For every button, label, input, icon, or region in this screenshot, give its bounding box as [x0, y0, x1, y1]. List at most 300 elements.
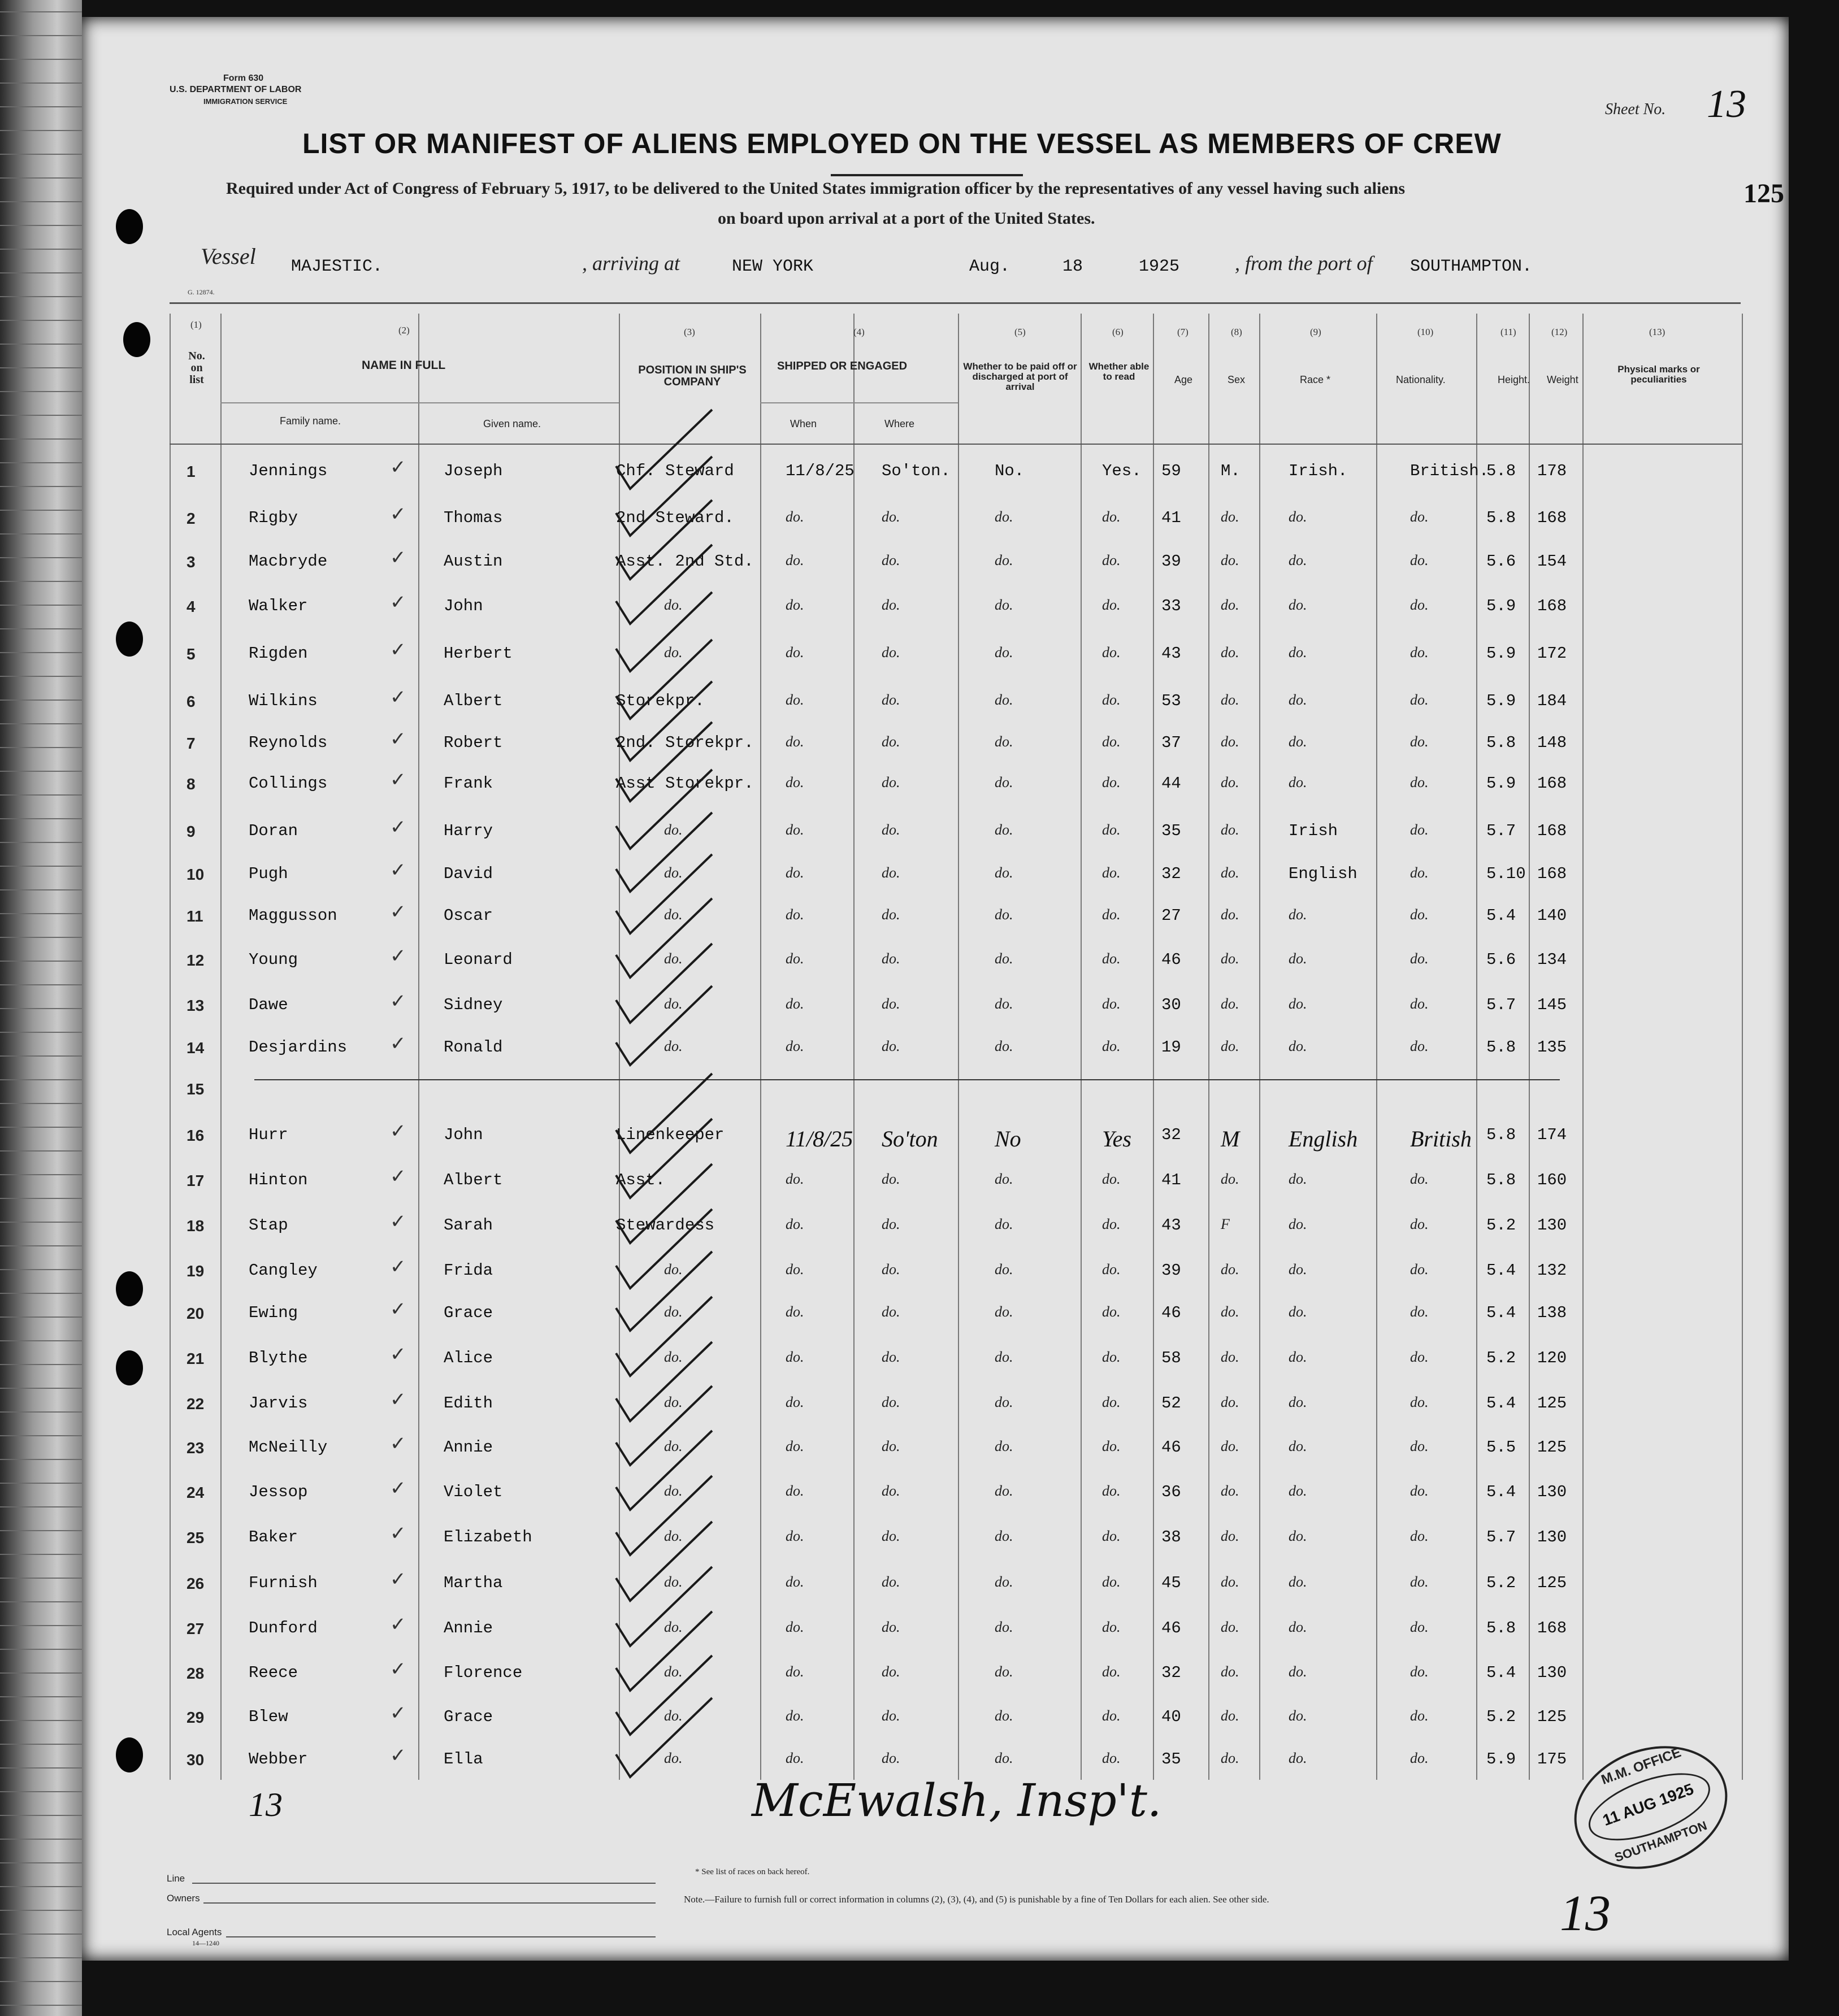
row-given: John	[444, 597, 483, 615]
binding-line	[0, 605, 82, 606]
binding-line	[0, 2005, 82, 2006]
row-position: 2nd Steward.	[616, 509, 734, 527]
binding-line	[0, 320, 82, 321]
column-rule	[418, 314, 419, 1780]
binding-line	[0, 1601, 82, 1602]
name-subheader-rule	[220, 402, 619, 403]
row-given: Ronald	[444, 1038, 503, 1057]
row-position: do.	[664, 1394, 683, 1410]
row-given: Alice	[444, 1349, 493, 1367]
tick-mark: ✓	[390, 729, 406, 750]
col-num-2: (2)	[398, 325, 410, 336]
row-nat: do.	[1410, 1349, 1429, 1365]
row-position: do.	[664, 906, 683, 923]
row-height: 5.4	[1486, 1483, 1516, 1501]
row-given: Frank	[444, 774, 493, 793]
row-paid: do.	[995, 1349, 1013, 1365]
col-header-nationality: Nationality.	[1396, 374, 1446, 385]
row-family: Desjardins	[249, 1038, 348, 1057]
col-header-sex: Sex	[1228, 374, 1246, 385]
row-family: Ewing	[249, 1304, 298, 1322]
row-when: 11/8/25	[786, 1126, 853, 1152]
binding-line	[0, 747, 82, 748]
row-given: Herbert	[444, 644, 513, 663]
col-num-9: (9)	[1310, 327, 1321, 337]
row-where: do.	[882, 864, 900, 881]
binding-line	[0, 415, 82, 416]
column-rule	[1582, 314, 1584, 1780]
binding-line	[0, 510, 82, 511]
row-nat: do.	[1410, 1171, 1429, 1187]
binding-line	[0, 1530, 82, 1531]
form-code: G. 12874.	[188, 288, 215, 296]
position-check-stroke	[616, 457, 712, 536]
row-race: do.	[1289, 552, 1307, 568]
row-read: do.	[1102, 692, 1121, 708]
row-position: Chf. Steward	[616, 462, 734, 480]
row-position: do.	[664, 1038, 683, 1054]
row-height: 5.10	[1486, 864, 1526, 883]
row-position: Linenkeeper	[616, 1126, 725, 1144]
row-position: do.	[664, 864, 683, 881]
binding-line	[0, 35, 82, 36]
binding-line	[0, 1696, 82, 1697]
row-race: do.	[1289, 509, 1307, 525]
col-header-family: Family name.	[280, 415, 341, 427]
row-family: Jessop	[249, 1483, 308, 1501]
tick-mark: ✓	[390, 902, 406, 923]
row-age: 46	[1161, 1304, 1181, 1322]
punch-hole	[116, 1271, 143, 1306]
row-nat: British.	[1410, 462, 1489, 480]
count-right: 13	[1560, 1885, 1611, 1941]
row-when: do.	[786, 1619, 804, 1635]
column-rule	[1476, 314, 1477, 1780]
row-read: do.	[1102, 1438, 1121, 1454]
binding-line	[0, 1103, 82, 1104]
col-num-10: (10)	[1417, 327, 1434, 337]
binding-line	[0, 723, 82, 724]
row-position: Stewardess	[616, 1216, 715, 1235]
row-paid: do.	[995, 1171, 1013, 1187]
row-paid: do.	[995, 996, 1013, 1012]
header-bottom-rule	[170, 444, 1742, 445]
row-paid: do.	[995, 1304, 1013, 1320]
col-header-paid-off: Whether to be paid off or discharged at port of arrival	[963, 361, 1077, 392]
row-age: 39	[1161, 1261, 1181, 1280]
binding-line	[0, 1910, 82, 1911]
row-weight: 178	[1537, 462, 1567, 480]
row-family: Dunford	[249, 1619, 318, 1637]
row-sex: do.	[1221, 1750, 1239, 1766]
column-rule	[1208, 314, 1209, 1780]
row-where: do.	[882, 1663, 900, 1680]
row-sex: do.	[1221, 774, 1239, 790]
binding-line	[0, 272, 82, 273]
col-header-race: Race *	[1300, 374, 1331, 385]
row-number: 8	[186, 775, 196, 793]
binding-line	[0, 1269, 82, 1270]
arrival-port: NEW YORK	[732, 257, 814, 276]
binding-line	[0, 628, 82, 629]
row-race: do.	[1289, 1574, 1307, 1590]
tick-mark: ✓	[390, 991, 406, 1012]
row-given: Elizabeth	[444, 1528, 532, 1546]
row-nat: do.	[1410, 1574, 1429, 1590]
row-sex: M.	[1221, 462, 1241, 480]
row-sex: do.	[1221, 597, 1239, 613]
punch-hole	[116, 1350, 143, 1385]
binding-line	[0, 1198, 82, 1199]
row-paid: No.	[995, 462, 1025, 480]
binding-line	[0, 818, 82, 819]
tick-mark: ✓	[390, 1257, 406, 1278]
binding-line	[0, 130, 82, 131]
row-family: Hinton	[249, 1171, 308, 1189]
row-when: do.	[786, 1750, 804, 1766]
row-where: do.	[882, 1483, 900, 1499]
row-nat: do.	[1410, 864, 1429, 881]
department: U.S. DEPARTMENT OF LABOR	[170, 85, 302, 94]
row-sex: do.	[1221, 864, 1239, 881]
binding-line	[0, 1364, 82, 1365]
row-weight: 172	[1537, 644, 1567, 663]
row-read: do.	[1102, 1038, 1121, 1054]
row-where: do.	[882, 552, 900, 568]
binding-line	[0, 1506, 82, 1507]
row-weight: 130	[1537, 1663, 1567, 1682]
row-when: do.	[786, 1394, 804, 1410]
row-weight: 148	[1537, 733, 1567, 752]
row-given: Albert	[444, 692, 503, 710]
row-read: do.	[1102, 1707, 1121, 1724]
row-age: 43	[1161, 644, 1181, 663]
row-age: 33	[1161, 597, 1181, 615]
row-given: Leonard	[444, 950, 513, 969]
punch-hole	[116, 1737, 143, 1772]
row-family: Pugh	[249, 864, 288, 883]
row-paid: do.	[995, 1619, 1013, 1635]
manifest-sheet	[82, 17, 1789, 1961]
row-age: 45	[1161, 1574, 1181, 1592]
row-sex: do.	[1221, 733, 1239, 750]
position-check-stroke	[616, 854, 712, 933]
row-age: 59	[1161, 462, 1181, 480]
row-read: do.	[1102, 1171, 1121, 1187]
tick-mark: ✓	[390, 1389, 406, 1410]
tick-mark: ✓	[390, 1569, 406, 1590]
col-header-physical: Physical marks or peculiarities	[1617, 364, 1700, 385]
row-where: do.	[882, 822, 900, 838]
row-number: 27	[186, 1620, 205, 1637]
row-age: 53	[1161, 692, 1181, 710]
row-position: do.	[664, 1528, 683, 1544]
row-when: do.	[786, 906, 804, 923]
row-sex: do.	[1221, 1528, 1239, 1544]
row-height: 5.9	[1486, 692, 1516, 710]
row-weight: 174	[1537, 1126, 1567, 1144]
row-when: do.	[786, 1038, 804, 1054]
row-where: do.	[882, 1574, 900, 1590]
row-when: do.	[786, 692, 804, 708]
row-read: do.	[1102, 1349, 1121, 1365]
binding-line	[0, 533, 82, 535]
row-family: Stap	[249, 1216, 288, 1235]
col-header-read: Whether able to read	[1088, 361, 1150, 382]
row-nat: do.	[1410, 1483, 1429, 1499]
row-when: do.	[786, 1261, 804, 1278]
row-height: 5.8	[1486, 1038, 1516, 1057]
row-sex: do.	[1221, 1171, 1239, 1187]
row-nat: do.	[1410, 1707, 1429, 1724]
stamp-top: M.M. OFFICE	[1599, 1744, 1684, 1788]
row-nat: do.	[1410, 733, 1429, 750]
binding-line	[0, 1625, 82, 1626]
row-position: do.	[664, 644, 683, 661]
stamp-date: 11 AUG 1925	[1600, 1780, 1696, 1830]
row-given: Austin	[444, 552, 503, 571]
row-age: 30	[1161, 996, 1181, 1014]
row-race: do.	[1289, 1663, 1307, 1680]
row-age: 46	[1161, 1619, 1181, 1637]
tick-mark: ✓	[390, 1703, 406, 1724]
row-sex: do.	[1221, 822, 1239, 838]
row-age: 36	[1161, 1483, 1181, 1501]
row-family: Doran	[249, 822, 298, 840]
binding-line	[0, 1744, 82, 1745]
row-nat: do.	[1410, 1619, 1429, 1635]
vessel-label: Vessel	[201, 244, 256, 269]
binding-line	[0, 1791, 82, 1792]
column-rule	[1376, 314, 1377, 1780]
row-race: do.	[1289, 996, 1307, 1012]
row-read: do.	[1102, 906, 1121, 923]
binding-line	[0, 1886, 82, 1887]
row-given: Albert	[444, 1171, 503, 1189]
row-age: 32	[1161, 864, 1181, 883]
row-weight: 175	[1537, 1750, 1567, 1769]
binding-line	[0, 1317, 82, 1318]
row-paid: do.	[995, 906, 1013, 923]
row-sex: do.	[1221, 1438, 1239, 1454]
row-paid: do.	[995, 1750, 1013, 1766]
owners-label: Owners	[167, 1893, 200, 1904]
row-read: do.	[1102, 733, 1121, 750]
row-age: 37	[1161, 733, 1181, 752]
tick-mark: ✓	[390, 946, 406, 967]
owners-rule	[203, 1902, 656, 1904]
binding-line	[0, 438, 82, 440]
position-check-stroke	[616, 1522, 712, 1601]
binding-line	[0, 1672, 82, 1674]
position-check-stroke	[616, 770, 712, 849]
row-race: do.	[1289, 1349, 1307, 1365]
binding-line	[0, 1578, 82, 1579]
position-check-stroke	[616, 944, 712, 1023]
tick-mark: ✓	[390, 1211, 406, 1232]
binding-line	[0, 1222, 82, 1223]
row-height: 5.2	[1486, 1574, 1516, 1592]
page-number: 125	[1743, 179, 1784, 208]
row-race: do.	[1289, 644, 1307, 661]
row-number: 24	[186, 1484, 205, 1501]
position-check-stroke	[616, 545, 712, 624]
row-read: do.	[1102, 1528, 1121, 1544]
row-given: Grace	[444, 1707, 493, 1726]
row-number: 21	[186, 1350, 205, 1367]
row-sex: do.	[1221, 509, 1239, 525]
row-age: 32	[1161, 1663, 1181, 1682]
tick-mark: ✓	[390, 1745, 406, 1766]
col-header-position: POSITION IN SHIP'S COMPANY	[638, 364, 747, 388]
row-number: 2	[186, 510, 196, 527]
col-header-given: Given name.	[483, 418, 541, 429]
form-number: Form 630	[223, 73, 264, 83]
row-position: do.	[664, 1750, 683, 1766]
row-weight: 125	[1537, 1438, 1567, 1457]
row-paid: do.	[995, 1483, 1013, 1499]
row-paid: do.	[995, 733, 1013, 750]
row-sex: do.	[1221, 950, 1239, 967]
agents-rule	[226, 1936, 656, 1937]
row-position: do.	[664, 1261, 683, 1278]
row-race: do.	[1289, 1304, 1307, 1320]
row-number: 17	[186, 1172, 205, 1189]
row-position: do.	[664, 950, 683, 967]
row-position: do.	[664, 1304, 683, 1320]
row-weight: 140	[1537, 906, 1567, 925]
row-family: Rigby	[249, 509, 298, 527]
binding-line	[0, 1862, 82, 1863]
row-position: do.	[664, 1707, 683, 1724]
col-num-12: (12)	[1551, 327, 1568, 337]
row-race: English	[1289, 864, 1357, 883]
binding-line	[0, 652, 82, 653]
row-race: do.	[1289, 692, 1307, 708]
races-note: * See list of races on back hereof.	[695, 1867, 810, 1876]
binding-line	[0, 225, 82, 226]
position-check-stroke	[616, 1567, 712, 1646]
row-sex: do.	[1221, 692, 1239, 708]
row-race: do.	[1289, 1483, 1307, 1499]
row-race: Irish	[1289, 822, 1338, 840]
row-number: 28	[186, 1665, 205, 1682]
row-sex: do.	[1221, 644, 1239, 661]
position-check-stroke	[616, 500, 712, 579]
row-read: Yes	[1102, 1126, 1131, 1152]
row-number: 3	[186, 553, 196, 571]
binding-line	[0, 1032, 82, 1033]
row-given: Joseph	[444, 462, 503, 480]
punch-hole	[123, 322, 150, 357]
agents-label: Local Agents	[167, 1927, 222, 1937]
row-age: 43	[1161, 1216, 1181, 1235]
binding-line	[0, 1957, 82, 1958]
row-weight: 168	[1537, 1619, 1567, 1637]
sheet-label: Sheet No.	[1605, 101, 1666, 118]
row-age: 38	[1161, 1528, 1181, 1546]
row-weight: 130	[1537, 1483, 1567, 1501]
col-num-4: (4)	[853, 327, 865, 337]
row-race: do.	[1289, 1394, 1307, 1410]
row-age: 39	[1161, 552, 1181, 571]
row-nat: do.	[1410, 692, 1429, 708]
position-check-stroke	[616, 1119, 712, 1198]
row-race: do.	[1289, 1619, 1307, 1635]
row-weight: 168	[1537, 597, 1567, 615]
row-where: do.	[882, 906, 900, 923]
position-check-stroke	[616, 640, 712, 719]
row-family: Hurr	[249, 1126, 288, 1144]
arriving-label: , arriving at	[582, 252, 680, 275]
col-num-7: (7)	[1177, 327, 1189, 337]
position-check-stroke	[616, 813, 712, 892]
row-family: McNeilly	[249, 1438, 328, 1457]
line-label: Line	[167, 1873, 185, 1884]
row-paid: do.	[995, 1216, 1013, 1232]
row-where: do.	[882, 1261, 900, 1278]
tick-mark: ✓	[390, 1614, 406, 1635]
binding-line	[0, 249, 82, 250]
col-header-name: NAME IN FULL	[362, 359, 446, 372]
row-sex: do.	[1221, 906, 1239, 923]
row-number: 14	[186, 1039, 205, 1057]
binding-line	[0, 937, 82, 938]
row-when: do.	[786, 1171, 804, 1187]
row-nat: do.	[1410, 1750, 1429, 1766]
row-race: do.	[1289, 1438, 1307, 1454]
row-read: do.	[1102, 996, 1121, 1012]
row-position: do.	[664, 1574, 683, 1590]
row-given: Florence	[444, 1663, 523, 1682]
row-height: 5.2	[1486, 1349, 1516, 1367]
service: IMMIGRATION SERVICE	[203, 97, 288, 106]
row-race: do.	[1289, 1171, 1307, 1187]
row-read: do.	[1102, 552, 1121, 568]
binding-line	[0, 1340, 82, 1341]
row-read: do.	[1102, 509, 1121, 525]
row-weight: 125	[1537, 1707, 1567, 1726]
row-age: 27	[1161, 906, 1181, 925]
row-paid: do.	[995, 597, 1013, 613]
row-age: 41	[1161, 509, 1181, 527]
row-height: 5.8	[1486, 509, 1516, 527]
row-weight: 125	[1537, 1394, 1567, 1413]
row-nat: do.	[1410, 1438, 1429, 1454]
row-paid: do.	[995, 1707, 1013, 1724]
row-race: do.	[1289, 1750, 1307, 1766]
row-read: do.	[1102, 1619, 1121, 1635]
binding-line	[0, 676, 82, 677]
row-number: 29	[186, 1709, 205, 1726]
binding-edge	[0, 0, 82, 2016]
row-given: Frida	[444, 1261, 493, 1280]
row-given: Violet	[444, 1483, 503, 1501]
row-paid: do.	[995, 1038, 1013, 1054]
position-check-stroke	[616, 1611, 712, 1691]
col-num-8: (8)	[1231, 327, 1242, 337]
row-when: do.	[786, 1528, 804, 1544]
position-check-stroke	[616, 1476, 712, 1555]
col-num-13: (13)	[1649, 327, 1665, 337]
binding-line	[0, 177, 82, 179]
row-paid: do.	[995, 864, 1013, 881]
row-age: 32	[1161, 1126, 1181, 1144]
row-number: 5	[186, 645, 196, 663]
binding-line	[0, 1554, 82, 1555]
row-nat: do.	[1410, 1216, 1429, 1232]
row-race: English	[1289, 1126, 1358, 1152]
